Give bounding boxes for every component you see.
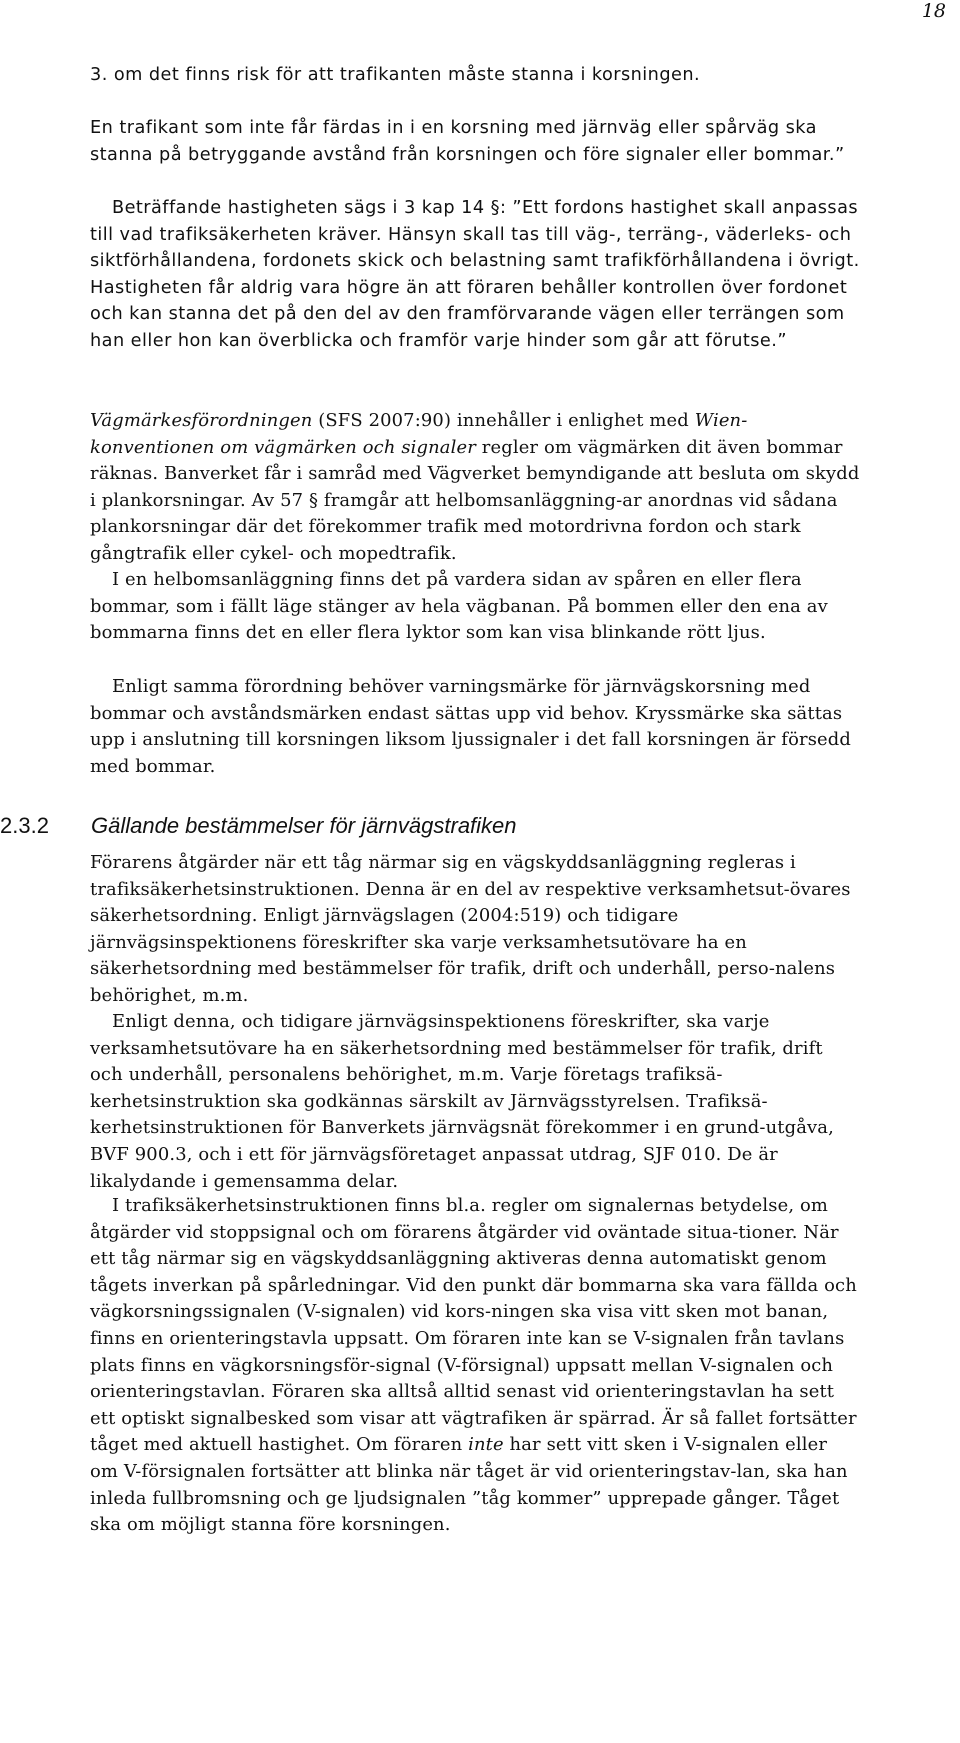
paragraph xyxy=(90,408,860,568)
paragraph: En trafikant som inte får färdas in i en korsning med järnväg eller spårväg ska stanna på betryggande avstånd från korsningen och före signaler eller bommar.” xyxy=(90,118,845,165)
list-item-3: 3. om det finns risk för att trafikanten måste stanna i korsningen. xyxy=(90,65,701,85)
paragraph-text: I trafiksäkerhetsinstruktionen finns bl.a. regler om signalernas betydelse, om åtgärder vid stoppsignal och om förarens åtgärder vid oväntade situa-tioner. När ett tåg närmar sig en vägskyddsanläggning aktiveras denna automatiskt genom tågets inverkan på spårledningar. Vid den punkt där bommarna ska vara fällda och vägkorsningssignalen (V-signalen) vid kors-ningen ska visa vitt sken mot banan, finns en orienteringstavla uppsatt. Om föraren inte kan se V-signalen från tavlans plats finns en vägkorsningsför-signal (V-försignal) uppsatt mellan V-signalen och orienteringstavlan. Föraren ska alltså alltid senast vid orienteringstavlan ha sett ett optiskt signalbesked som visar att vägtrafiken är spärrad. Är så fallet fortsätter tåget med aktuell hastighet. Om föraren xyxy=(90,1195,857,1456)
paragraph: Beträffande hastigheten sägs i 3 kap 14 §: ”Ett fordons hastighet skall anpassas till vad trafiksäkerheten kräver. Hänsyn skall tas till väg-, terräng-, väderleks- och siktförhållandena, fordonets skick och belastning samt trafikförhållandena i övrigt. Hastigheten får aldrig vara högre än att föraren behåller kontrollen över fordonet och kan stanna det på den del av den framförvarande vägen eller terrängen som han eller hon kan överblicka och framför varje hinder som går att förutse.” xyxy=(90,198,860,351)
paragraph-text: regler om vägmärken dit även bommar räknas. Banverket får i samråd med Vägverket bemyndigande att besluta om skydd i plankorsningar. Av 57 § framgår att helbomsanläggning-ar anordnas vid sådana plankorsningar där det förekommer trafik med motordrivna fordon och stark gångtrafik eller cykel- och mopedtrafik. xyxy=(90,436,860,564)
paragraph-text: har sett vitt sken i V-signalen eller om V-försignalen fortsätter att blinka när tåget är vid orienteringstav-lan, ska han inleda fullbromsning och ge ljudsignalen ”tåg kommer” upprepade gånger. Tåget ska om möjligt stanna före korsningen. xyxy=(90,1434,848,1536)
section-title: Gällande bestämmelser för järnvägstrafiken xyxy=(91,813,517,838)
convention-title: Wien-konventionen om vägmärken och signaler xyxy=(90,410,748,458)
emphasis: inte xyxy=(468,1434,504,1456)
statute-title: Vägmärkesförordningen xyxy=(90,410,313,431)
paragraph: I en helbomsanläggning finns det på vardera sidan av spåren en eller flera bommar, som i fällt läge stänger av hela vägbanan. På bommen eller den ena av bommarna finns det en eller flera lyktor som kan visa blinkande rött ljus. xyxy=(90,569,828,644)
page-number: 18 xyxy=(921,0,946,22)
paragraph xyxy=(90,1193,860,1539)
paragraph: Enligt samma förordning behöver varningsmärke för järnvägskorsning med bommar och avståndsmärken endast sättas upp vid behov. Kryssmärke ska sättas upp i anslutning till korsningen liksom ljussignaler i det fall korsningen är försedd med bommar. xyxy=(90,676,851,777)
section-number: 2.3.2 xyxy=(0,813,49,838)
paragraph: Enligt denna, och tidigare järnvägsinspektionens föreskrifter, ska varje verksamhetsutövare ha en säkerhetsordning med bestämmelser för trafik, drift och underhåll, personalens behörighet, m.m. Varje företags trafiksä-kerhetsinstruktion ska godkännas särskilt av Järnvägsstyrelsen. Trafiksä-kerhetsinstruktionen för Banverkets järnvägsnät förekommer i en grund-utgåva, BVF 900.3, och i ett för järnvägsföretaget anpassat utdrag, SJF 010. De är likalydande i gemensamma delar. xyxy=(90,1011,834,1192)
paragraph-text: (SFS 2007:90) innehåller i enlighet med xyxy=(312,410,695,431)
paragraph: Förarens åtgärder när ett tåg närmar sig en vägskyddsanläggning regleras i trafiksäkerhetsinstruktionen. Denna är en del av respektive verksamhetsut-övares säkerhetsordning. Enligt järnvägslagen (2004:519) och tidigare järnvägsinspektionens föreskrifter ska varje verksamhetsutövare ha en säkerhetsordning med bestämmelser för trafik, drift och underhåll, perso-nalens behörighet, m.m. xyxy=(90,852,851,1006)
